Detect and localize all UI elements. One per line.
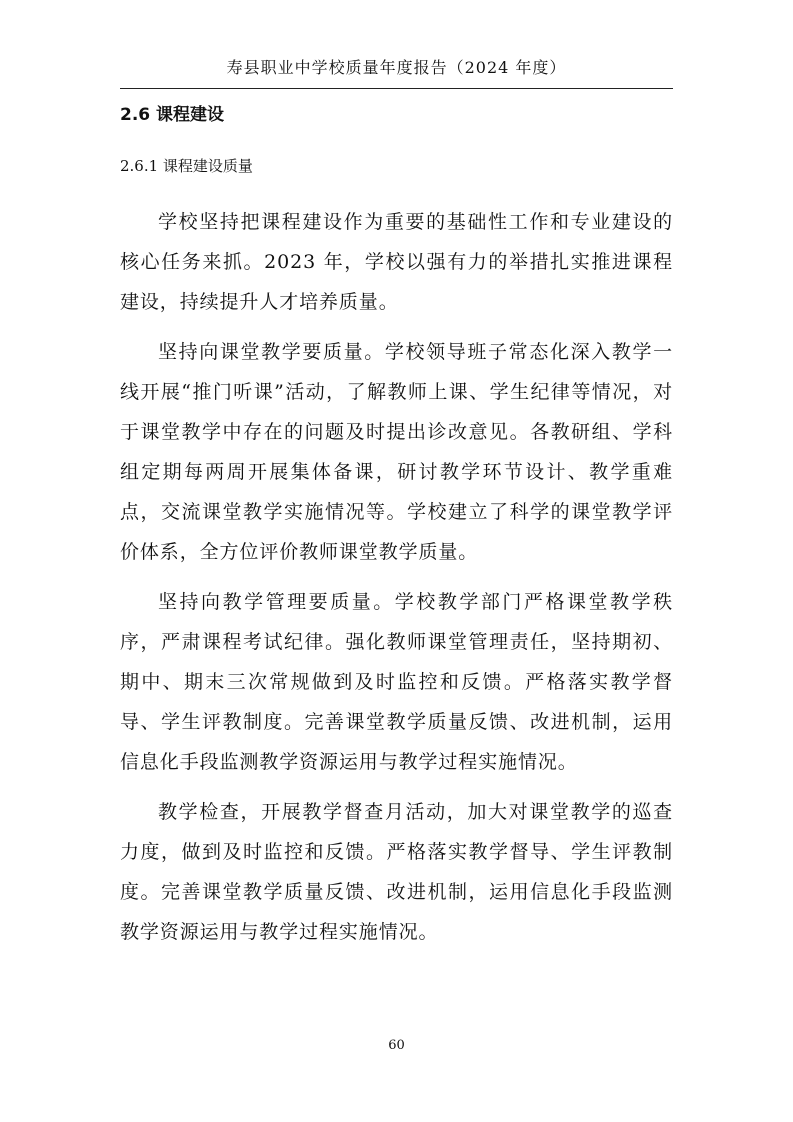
paragraph: 教学检查，开展教学督查月活动，加大对课堂教学的巡查力度，做到及时监控和反馈。严格落实教学督导、学生评教制度。完善课堂教学质量反馈、改进机制，运用信息化手段监测教学资源运用与教学过程实施情况。	[120, 801, 673, 943]
paragraph: 坚持向教学管理要质量。学校教学部门严格课堂教学秩序，严肃课程考试纪律。强化教师课堂管理责任，坚持期初、期中、期末三次常规做到及时监控和反馈。严格落实教学督导、学生评教制度。完善课堂教学质量反馈、改进机制，运用信息化手段监测教学资源运用与教学过程实施情况。	[120, 591, 673, 773]
body-text	[120, 202, 673, 962]
paragraph: 坚持向课堂教学要质量。学校领导班子常态化深入教学一线开展“推门听课”活动，了解教师上课、学生纪律等情况，对于课堂教学中存在的问题及时提出诊改意见。各教研组、学科组定期每两周开展集体备课，研讨教学环节设计、教学重难点，交流课堂教学实施情况等。学校建立了科学的课堂教学评价体系，全方位评价教师课堂教学质量。	[120, 341, 673, 563]
paragraph: 学校坚持把课程建设作为重要的基础性工作和专业建设的核心任务来抓。2023 年，学校以强有力的举措扎实推进课程建设，持续提升人才培养质量。	[120, 211, 673, 313]
running-header: 寿县职业中学校质量年度报告（2024 年度）	[226, 58, 567, 77]
page-number: 60	[388, 1038, 405, 1053]
subsection-heading: 2.6.1 课程建设质量	[120, 157, 253, 175]
header-divider	[120, 88, 673, 89]
section-heading: 2.6 课程建设	[120, 105, 225, 125]
